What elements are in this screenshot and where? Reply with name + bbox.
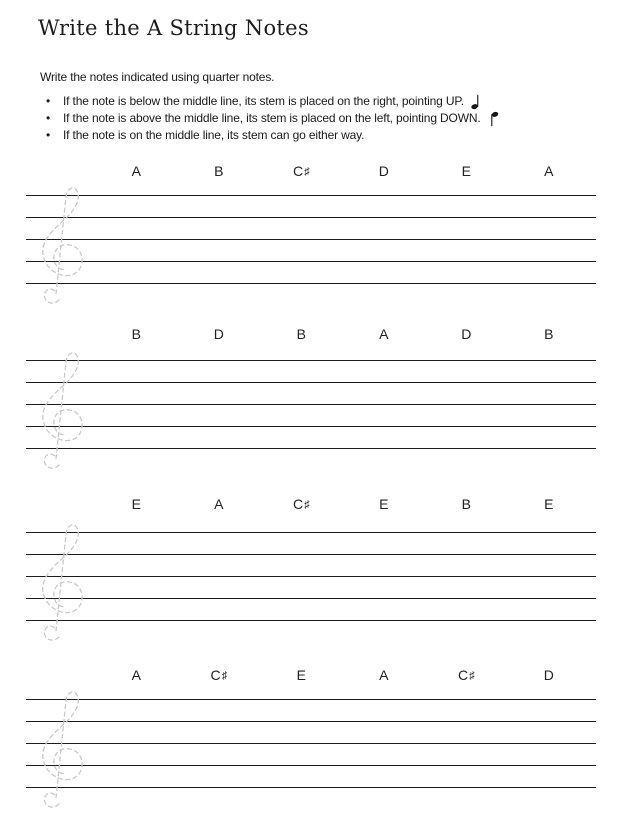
staff-line	[26, 382, 596, 383]
note-label: A	[214, 496, 224, 512]
staff	[26, 360, 596, 449]
staff-line	[26, 743, 596, 744]
staff-line	[26, 195, 596, 196]
note-labels-row	[95, 163, 590, 181]
note-label: E	[296, 667, 306, 683]
note-label: D	[213, 326, 224, 342]
bullet-marker: •	[46, 111, 51, 125]
staff-line	[26, 360, 596, 361]
instructions-text: Write the notes indicated using quarter notes.	[40, 70, 275, 84]
note-label: A	[544, 163, 554, 179]
staff-line	[26, 426, 596, 427]
sharp-sign: ♯	[304, 499, 310, 511]
note-label: A	[131, 667, 141, 683]
staff-line	[26, 532, 596, 533]
note-labels-row	[95, 326, 590, 342]
note-label: D	[543, 667, 554, 683]
sharp-sign: ♯	[469, 670, 475, 682]
note-label: A	[379, 326, 389, 342]
treble-clef-trace-icon	[36, 184, 88, 306]
note-label: C♯	[292, 163, 310, 179]
note-label: A	[379, 667, 389, 683]
staff	[26, 699, 596, 788]
staff-line	[26, 554, 596, 555]
staff	[26, 195, 596, 284]
staff-line	[26, 699, 596, 700]
page-title: Write the A String Notes	[38, 16, 309, 40]
treble-clef-trace-icon	[36, 688, 88, 810]
treble-clef-trace-icon	[36, 349, 88, 471]
bullet-text: If the note is below the middle line, its stem is placed on the right, pointing UP.	[63, 94, 464, 108]
staff	[26, 532, 596, 621]
bullet-text: If the note is above the middle line, its stem is placed on the left, pointing DOWN.	[63, 111, 481, 125]
bullet-marker: •	[46, 128, 51, 142]
note-label: B	[296, 326, 306, 342]
staff-line	[26, 787, 596, 788]
staff-line	[26, 283, 596, 284]
note-label: B	[461, 496, 471, 512]
sharp-sign: ♯	[304, 166, 310, 178]
note-label: D	[378, 163, 389, 179]
note-label: E	[544, 496, 554, 512]
note-labels-row	[95, 667, 590, 685]
bullet-marker: •	[46, 94, 51, 108]
note-label: B	[544, 326, 554, 342]
staff-line	[26, 404, 596, 405]
note-label: E	[131, 496, 141, 512]
note-label: B	[214, 163, 224, 179]
staff-line	[26, 448, 596, 449]
staff-line	[26, 576, 596, 577]
note-label: E	[461, 163, 471, 179]
staff-line	[26, 217, 596, 218]
note-label: C♯	[210, 667, 228, 683]
staff-line	[26, 239, 596, 240]
note-labels-row	[95, 496, 590, 514]
note-label: D	[461, 326, 472, 342]
note-label: A	[131, 163, 141, 179]
staff-line	[26, 620, 596, 621]
note-label: E	[379, 496, 389, 512]
staff-line	[26, 721, 596, 722]
note-label: C♯	[457, 667, 475, 683]
sharp-sign: ♯	[221, 670, 228, 682]
note-label: B	[131, 326, 141, 342]
staff-line	[26, 598, 596, 599]
staff-line	[26, 765, 596, 766]
staff-line	[26, 261, 596, 262]
bullet-text: If the note is on the middle line, its stem can go either way.	[63, 128, 365, 142]
note-label: C♯	[292, 496, 310, 512]
treble-clef-trace-icon	[36, 521, 88, 643]
